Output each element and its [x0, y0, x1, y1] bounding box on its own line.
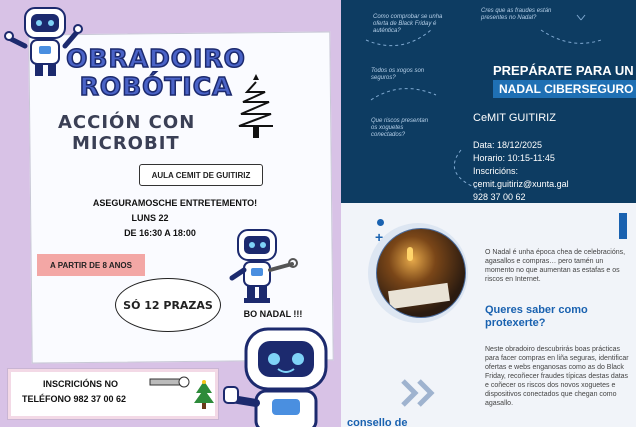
event-time: Horario: 10:15-11:45 — [473, 153, 555, 163]
aula-label: AULA CEMIT DE GUITIRIZ — [139, 164, 263, 186]
event-day: LUNS 22 — [131, 213, 169, 223]
band-line-2: NADAL CIBERSEGURO — [493, 80, 636, 98]
event-hours: DE 16:30 A 18:00 — [124, 228, 196, 238]
intro-text: O Nadal é unha época chea de celebracións, agasallos e compras… pero tamén un momento no que aumentan as estafas e os riscos en Internet. — [485, 249, 626, 283]
inscriptions-line-1: INSCRICIÓNS NO — [43, 379, 119, 389]
question-title-line-1: Queres saber como — [485, 304, 588, 316]
venue: CeMIT GUITIRIZ — [473, 112, 556, 124]
candle-flame — [407, 247, 413, 261]
band-line-1: PREPÁRATE PARA UN — [493, 63, 634, 78]
small-christmas-tree-icon — [193, 379, 215, 413]
subtitle-line-2: MICROBIT — [72, 133, 180, 154]
question-3: Todos os xogos son seguros? — [371, 68, 425, 81]
subtitle-line-1: ACCIÓN CON — [58, 112, 196, 133]
plus-icon: + — [375, 229, 384, 245]
tagline: ASEGURAMOSCHE ENTRETEMENTO! — [92, 198, 258, 208]
question-2: Cres que as fraudes están presentes no Nadal? — [481, 8, 552, 21]
robot-arm-icon — [148, 373, 192, 391]
decor-dot — [377, 219, 384, 226]
places-bubble: SÓ 12 PRAZAS — [115, 278, 221, 332]
robot-thumbs-up-icon — [222, 323, 340, 427]
decor-bar — [619, 213, 627, 239]
greeting: BO NADAL !!! — [243, 309, 303, 319]
body-text: Neste obradoiro descubrirás boas prácticas para facer compras en liña seguras, identificar ofertas e webs enganosas como as do Black Friday, recoñecer fraudes típicas destas datas e coñecer os riscos dos novos xoguetes e dispositivos conectados que chegan como agasallo. — [485, 346, 629, 407]
inscriptions-phone: 928 37 00 62 — [473, 192, 526, 202]
christmas-tree-icon — [233, 70, 279, 142]
title-line-1: OBRADOIRO — [66, 44, 246, 73]
event-date: Data: 18/12/2025 — [473, 140, 543, 150]
title-line-2: ROBÓTICA — [79, 72, 233, 101]
footer-word: consello de — [347, 417, 408, 427]
cybersecurity-poster — [341, 0, 636, 427]
poster-header — [341, 0, 636, 203]
chevrons-icon — [399, 377, 443, 409]
age-badge: A PARTIR DE 8 ANOS — [37, 254, 145, 276]
robot-wrench-icon — [226, 226, 298, 306]
question-4: Que riscos presentan os xoguetes conectados? — [371, 118, 429, 138]
inscriptions-card — [7, 368, 219, 420]
question-1: Como comprobar se unha oferta de Black Friday é auténtica? — [373, 14, 443, 34]
inscriptions-label: Inscricións: — [473, 166, 519, 176]
poster-body — [341, 203, 636, 427]
photo-cards — [388, 283, 450, 309]
inscriptions-email[interactable]: cemit.guitiriz@xunta.gal — [473, 179, 569, 189]
christmas-candle-photo — [376, 228, 466, 318]
inscriptions-line-2: TELÉFONO 982 37 00 62 — [22, 394, 127, 404]
question-title-line-2: protexerte? — [485, 317, 546, 329]
